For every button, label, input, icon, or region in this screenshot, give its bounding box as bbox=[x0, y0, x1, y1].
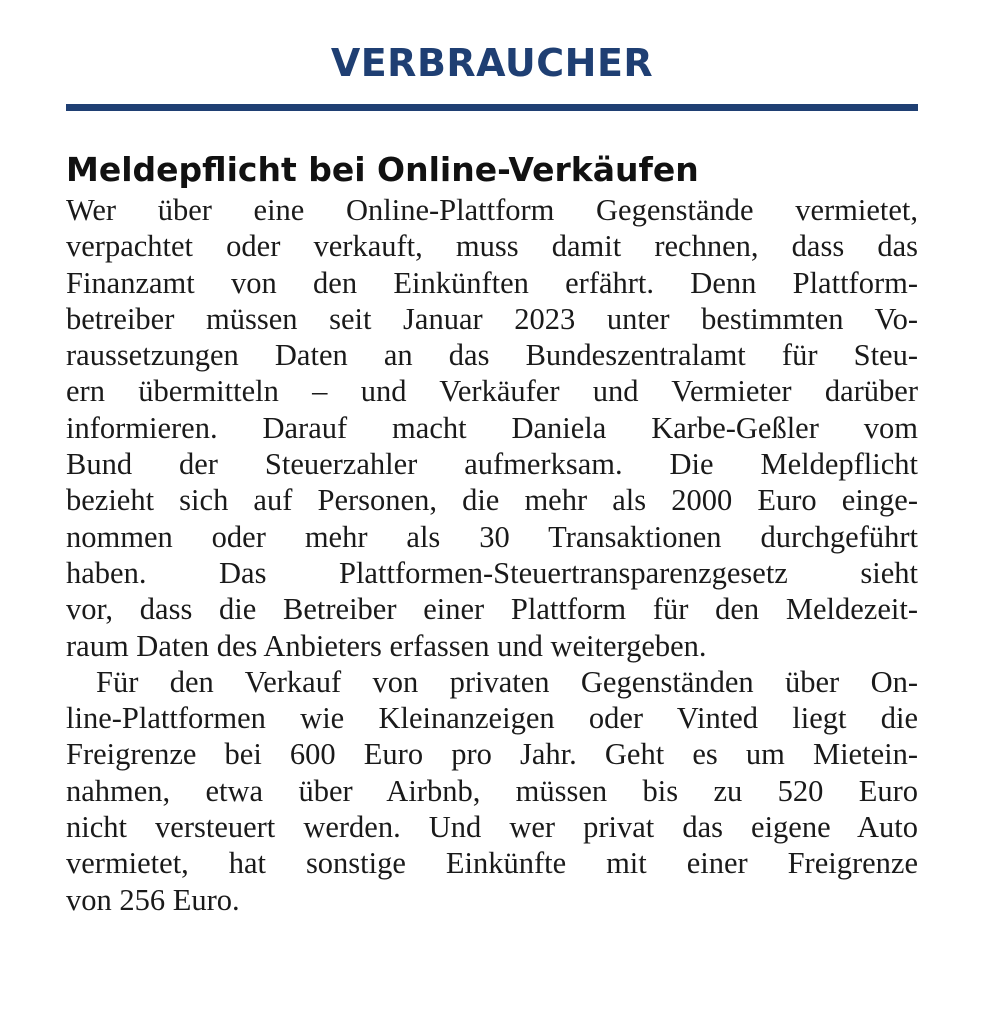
text-line: informieren. Darauf macht Daniela Karbe-Geßler vom bbox=[66, 410, 918, 445]
text-line: nommen oder mehr als 30 Transaktionen durchgeführt bbox=[66, 519, 918, 554]
text-line: Wer über eine Online-Plattform Gegenstände vermietet, bbox=[66, 193, 918, 227]
text-line: raussetzungen Daten an das Bundeszentralamt für Steu- bbox=[66, 338, 918, 373]
text-line: line-Plattformen wie Kleinanzeigen oder Vinted liegt die bbox=[66, 701, 918, 736]
text-line: raum Daten des Anbieters erfassen und weitergeben. bbox=[66, 628, 707, 663]
text-line: nahmen, etwa über Airbnb, müssen bis zu 520 Euro bbox=[66, 773, 918, 808]
text-line: von 256 Euro. bbox=[66, 882, 240, 917]
text-line: Freigrenze bei 600 Euro pro Jahr. Geht es um Mietein- bbox=[66, 737, 918, 772]
text-line: Für den Verkauf von privaten Gegenständen über On- bbox=[96, 664, 918, 699]
text-line: ern übermitteln – und Verkäufer und Vermieter darüber bbox=[66, 374, 918, 409]
text-line: bezieht sich auf Personen, die mehr als 2000 Euro einge- bbox=[66, 483, 918, 518]
paragraph-2 bbox=[66, 664, 918, 918]
section-divider bbox=[66, 104, 918, 111]
text-line: Bund der Steuerzahler aufmerksam. Die Meldepflicht bbox=[66, 447, 918, 482]
text-line: Finanzamt von den Einkünften erfährt. Denn Plattform- bbox=[66, 265, 918, 300]
text-line: haben. Das Plattformen-Steuertransparenzgesetz sieht bbox=[66, 555, 918, 590]
section-label: VERBRAUCHER bbox=[330, 41, 654, 85]
article-headline: Meldepflicht bei Online-Verkäufen bbox=[66, 150, 699, 189]
article bbox=[66, 0, 918, 918]
text-line: betreiber müssen seit Januar 2023 unter bestimmten Vo- bbox=[66, 301, 918, 336]
article-body bbox=[66, 192, 918, 918]
text-line: nicht versteuert werden. Und wer privat das eigene Auto bbox=[66, 810, 918, 845]
paragraph-1 bbox=[66, 192, 918, 664]
text-line: verpachtet oder verkauft, muss damit rechnen, dass das bbox=[66, 229, 918, 264]
text-line: vermietet, hat sonstige Einkünfte mit einer Freigrenze bbox=[66, 846, 918, 881]
text-line: vor, dass die Betreiber einer Plattform für den Meldezeit- bbox=[66, 592, 918, 627]
